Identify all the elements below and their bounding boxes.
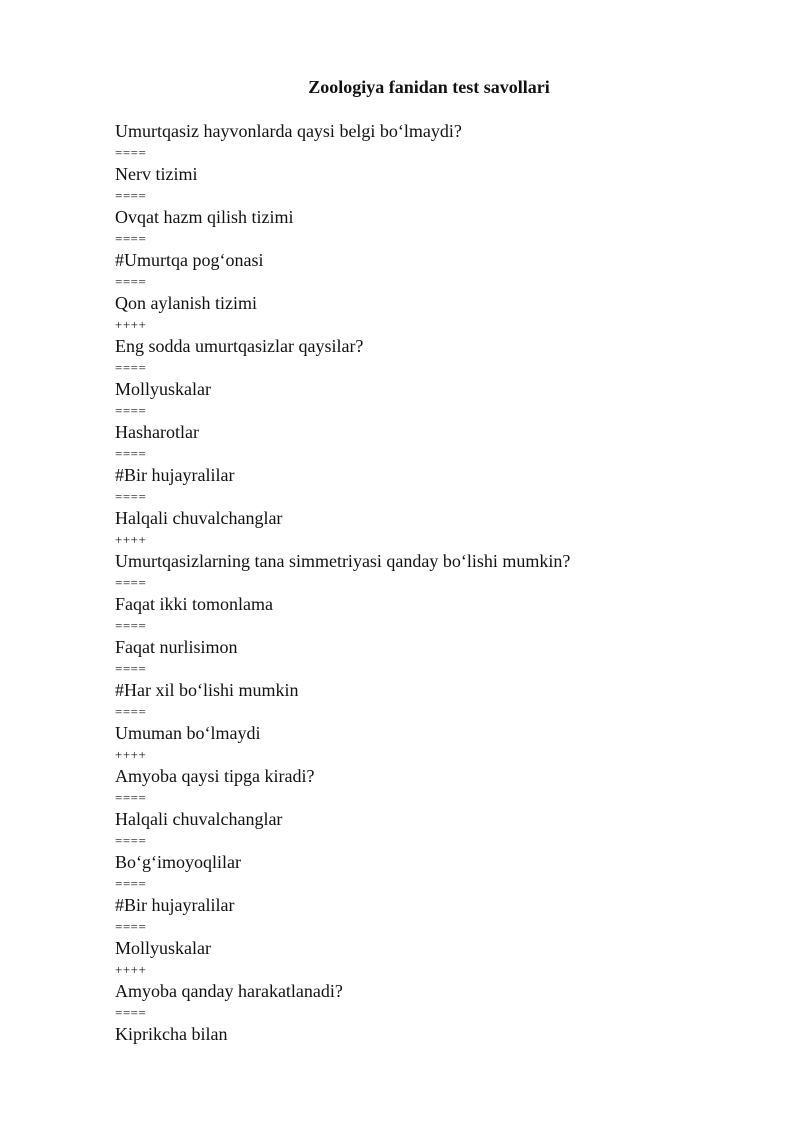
separator-line: ==== [115, 575, 147, 590]
answer-option: Bo‘g‘imoyoqlilar [115, 852, 241, 872]
separator-line: ==== [115, 919, 147, 934]
separator-line: ++++ [115, 532, 147, 547]
answer-option: Nerv tizimi [115, 164, 198, 184]
separator-line: ==== [115, 704, 147, 719]
answer-option: #Har xil bo‘lishi mumkin [115, 680, 299, 700]
question-text: Amyoba qanday harakatlanadi? [115, 981, 343, 1001]
separator-line: ==== [115, 446, 147, 461]
separator-line: ++++ [115, 747, 147, 762]
separator-line: ==== [115, 360, 147, 375]
question-text: Amyoba qaysi tipga kiradi? [115, 766, 315, 786]
separator-line: ==== [115, 145, 147, 160]
separator-line: ==== [115, 790, 147, 805]
answer-option: Umuman bo‘lmaydi [115, 723, 261, 743]
question-text: Eng sodda umurtqasizlar qaysilar? [115, 336, 364, 356]
separator-line: ==== [115, 1005, 147, 1020]
answer-option: Hasharotlar [115, 422, 199, 442]
answer-option: #Umurtqa pog‘onasi [115, 250, 264, 270]
separator-line: ==== [115, 833, 147, 848]
separator-line: ==== [115, 618, 147, 633]
question-text: Umurtqasizlarning tana simmetriyasi qanday bo‘lishi mumkin? [115, 551, 571, 571]
answer-option: #Bir hujayralilar [115, 895, 235, 915]
separator-line: ==== [115, 489, 147, 504]
separator-line: ++++ [115, 962, 147, 977]
separator-line: ==== [115, 876, 147, 891]
separator-line: ==== [115, 661, 147, 676]
answer-option: #Bir hujayralilar [115, 465, 235, 485]
separator-line: ==== [115, 231, 147, 246]
question-text: Umurtqasiz hayvonlarda qaysi belgi bo‘lmaydi? [115, 121, 462, 141]
answer-option: Halqali chuvalchanglar [115, 508, 283, 528]
separator-line: ++++ [115, 317, 147, 332]
separator-line: ==== [115, 188, 147, 203]
answer-option: Qon aylanish tizimi [115, 293, 257, 313]
answer-option: Kiprikcha bilan [115, 1024, 228, 1044]
answer-option: Halqali chuvalchanglar [115, 809, 283, 829]
answer-option: Ovqat hazm qilish tizimi [115, 207, 294, 227]
answer-option: Faqat ikki tomonlama [115, 594, 273, 614]
separator-line: ==== [115, 403, 147, 418]
test-question-list [115, 120, 755, 1046]
answer-option: Mollyuskalar [115, 938, 211, 958]
answer-option: Faqat nurlisimon [115, 637, 238, 657]
separator-line: ==== [115, 274, 147, 289]
answer-option: Mollyuskalar [115, 379, 211, 399]
document-title: Zoologiya fanidan test savollari [308, 77, 550, 97]
